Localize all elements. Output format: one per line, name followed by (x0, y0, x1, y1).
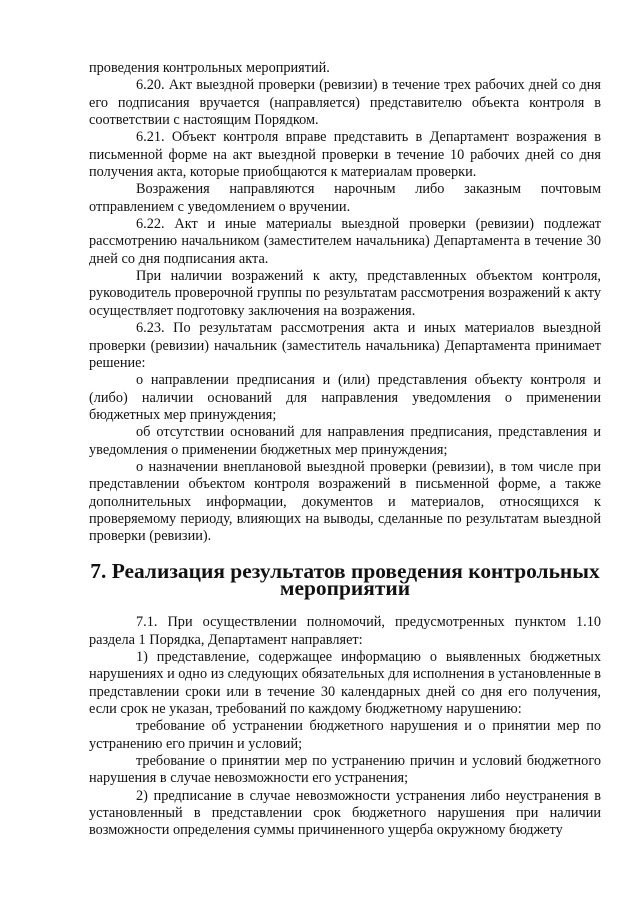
paragraph-objections-delivery: Возражения направляются нарочным либо заказным почтовым отправлением с уведомлением о вручении. (89, 181, 601, 215)
paragraph-6-20: 6.20. Акт выездной проверки (ревизии) в течение трех рабочих дней со дня его подписания вручается (направляется) представителю объекта контроля в соответствии с настоящим Порядком. (89, 77, 601, 129)
paragraphs-bottom (89, 614, 601, 839)
paragraph-6-22: 6.22. Акт и иные материалы выездной проверки (ревизии) подлежат рассмотрению начальником (заместителем начальника) Департамента в течение 30 дней со дня подписания акта. (89, 216, 601, 267)
document-page (89, 60, 601, 840)
decision-item-no-grounds: об отсутствии оснований для направления предписания, представления и уведомления о применении бюджетных мер принуждения; (89, 424, 601, 458)
section-7-heading: 7. Реализация результатов проведения контрольных мероприятий (90, 558, 600, 600)
paragraph-7-1: 7.1. При осуществлении полномочий, предусмотренных пунктом 1.10 раздела 1 Порядка, Департамент направляет: (89, 614, 601, 648)
paragraph-6-23: 6.23. По результатам рассмотрения акта и иных материалов выездной проверки (ревизии) начальник (заместитель начальника) Департамента принимает решение: (89, 320, 601, 371)
decision-item-prescription: о направлении предписания и (или) представления объекту контроля и (либо) наличии оснований для направления уведомления о применении бюджетных мер принуждения; (89, 372, 601, 423)
requirement-take-measures: требование о принятии мер по устранению причин и условий бюджетного нарушения в случае невозможности его устранения; (89, 753, 601, 787)
paragraph-7-1-item-2: 2) предписание в случае невозможности устранения либо неустранения в установленный в представлении срок бюджетного нарушения при наличии возможности определения суммы причиненного ущерба окружному бюджету (89, 787, 601, 839)
requirement-eliminate-violation: требование об устранении бюджетного нарушения и о принятии мер по устранению его причин и условий; (89, 718, 601, 752)
paragraph-7-1-item-1: 1) представление, содержащее информацию о выявленных бюджетных нарушениях и одно из следующих обязательных для исполнения в установленные в представлении сроки или в течение 30 календарных дней со дня его получения, если срок не указан, требований по каждому бюджетному нарушению: (89, 649, 601, 718)
decision-item-unscheduled-audit: о назначении внеплановой выездной проверки (ревизии), в том числе при представлении объектом контроля возражений в письменной форме, а также дополнительных информации, документов и материалов, относящихся к проверяемому периоду, влияющих на выводы, сделанные по результатам выездной проверки (ревизии). (89, 458, 601, 545)
paragraph-objections-conclusion: При наличии возражений к акту, представленных объектом контроля, руководитель проверочной группы по результатам рассмотрения возражений к акту осуществляет подготовку заключения на возражения. (89, 268, 601, 319)
paragraphs-top (89, 60, 601, 546)
paragraph-continuation: проведения контрольных мероприятий. (89, 60, 330, 76)
paragraph-6-21: 6.21. Объект контроля вправе представить в Департамент возражения в письменной форме на акт выездной проверки в течение 10 рабочих дней со дня получения акта, которые приобщаются к материалам проверки. (89, 129, 601, 181)
